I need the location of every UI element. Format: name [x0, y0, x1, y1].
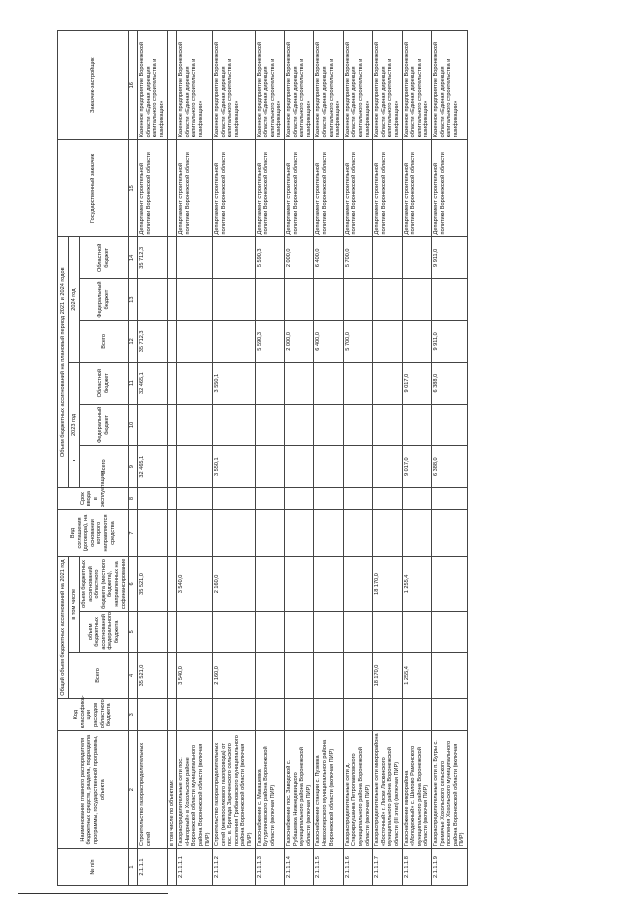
cell-zak: Департамент строительной политики Воронежской области [314, 140, 343, 237]
cell-fed [177, 612, 213, 653]
cell-o23: 6 388,0 [431, 362, 467, 404]
cell-f24 [138, 279, 167, 321]
cell-sogl [431, 510, 467, 557]
cell-total [167, 652, 177, 699]
header-2023-obl: Областной бюджет [80, 362, 129, 404]
cell-o24: 2 000,0 [285, 237, 314, 279]
cell-sogl [402, 510, 431, 557]
cell-zastr: Казенное предприятие Воронежской области «Единая дирекция капитального строительства и газификации» [285, 31, 314, 140]
cell-v24 [167, 320, 177, 362]
cell-zak: Департамент строительной политики Воронежской области [431, 140, 467, 237]
cell-name: Строительство газораспределительных сетей [138, 731, 167, 849]
table-row [431, 31, 467, 886]
cell-fed [167, 612, 177, 653]
cell-v23 [177, 446, 213, 488]
cell-sogl [167, 510, 177, 557]
cell-sogl [177, 510, 213, 557]
cell-name: в том числе по объектам: [167, 731, 177, 849]
cell-v24: 5 590,3 [255, 320, 284, 362]
cell-f23 [373, 404, 402, 446]
cell-zastr [167, 31, 177, 140]
cell-code [285, 699, 314, 731]
header-incl: в том числе [69, 556, 80, 652]
cell-o24 [167, 237, 177, 279]
cell-fed [402, 612, 431, 653]
cell-o24: 35 712,3 [138, 237, 167, 279]
cell-code [373, 699, 402, 731]
cell-f23 [255, 404, 284, 446]
cell-code [314, 699, 343, 731]
cell-no: 2.1.1.1.6 [343, 849, 372, 886]
cell-name: Газораспределительные сети микрорайона «Восточный» г. Лиски Лискинского муниципального района Воронежской области (III этап) (включая ПИР) [373, 731, 402, 849]
cell-zastr: Казенное предприятие Воронежской области «Единая дирекция капитального строительства и газификации» [343, 31, 372, 140]
cell-zastr: Казенное предприятие Воронежской области «Единая дирекция капитального строительства и газификации» [138, 31, 167, 140]
cell-name: Строительство газораспределительных сетей (межпоселкового газопровода) от пос. в. Бригада Зареченского сельского поселения Грибановского муниципального района Воронежской области (включая ПИР) [213, 731, 256, 849]
cell-total [285, 652, 314, 699]
cell-total [343, 652, 372, 699]
column-index-cell: 14 [129, 237, 138, 279]
cell-srok [177, 488, 213, 510]
cell-v23 [314, 446, 343, 488]
cell-v24 [373, 320, 402, 362]
cell-obl: 2 160,0 [213, 556, 256, 611]
cell-o23 [314, 362, 343, 404]
cell-srok [213, 488, 256, 510]
cell-f24 [343, 279, 372, 321]
cell-f24 [373, 279, 402, 321]
cell-zak: Департамент строительной политики Воронежской области [255, 140, 284, 237]
footnote-rule [18, 893, 168, 894]
cell-zastr: Казенное предприятие Воронежской области «Единая дирекция капитального строительства и газификации» [314, 31, 343, 140]
cell-v23 [285, 446, 314, 488]
header-cofinance: объем бюджетных ассигнований областного бюджета (местного бюджета), направленных на софинансирование [80, 556, 129, 611]
table-row [373, 31, 402, 886]
column-index-cell: 13 [129, 279, 138, 321]
cell-v23 [343, 446, 372, 488]
table-row [255, 31, 284, 886]
table-row [177, 31, 213, 886]
cell-name: Газоснабжение пос. Заводской с. Рубашевка Нижнедевицкого муниципального района Воронежской области (включая ПИР) [285, 731, 314, 849]
cell-no: 2.1.1.1.8 [402, 849, 431, 886]
header-2024-total: Всего [80, 320, 129, 362]
cell-v23: 3 550,1 [213, 446, 256, 488]
cell-srok [285, 488, 314, 510]
cell-o23: 3 550,1 [213, 362, 256, 404]
cell-o23 [255, 362, 284, 404]
cell-zak: Департамент строительной политики Воронежской области [373, 140, 402, 237]
cell-o24 [213, 237, 256, 279]
cell-no: 2.1.1.1.3 [255, 849, 284, 886]
cell-zak: Департамент строительной политики Воронежской области [343, 140, 372, 237]
cell-o23 [285, 362, 314, 404]
cell-v24: 6 400,0 [314, 320, 343, 362]
column-index-cell: 2 [129, 731, 138, 849]
cell-v24 [402, 320, 431, 362]
column-index-row [129, 31, 138, 886]
cell-obl [431, 556, 467, 611]
header-2023-total: Всего [80, 446, 129, 488]
cell-name: Газоснабжение микрорайона «Молодежный» с. Шилово Рамонского муниципального района Воронежской области (включая ПИР) [402, 731, 431, 849]
cell-name: Газоснабжение станции с. Пузевка Новохоперского муниципального района Воронежской области (включая ПИР) [314, 731, 343, 849]
cell-o23: 32 465,1 [138, 362, 167, 404]
cell-o23: 9 017,0 [402, 362, 431, 404]
cell-no: 2.1.1.1.7 [373, 849, 402, 886]
cell-f23 [343, 404, 372, 446]
cell-sogl [373, 510, 402, 557]
cell-no: 2.1.1.1 [138, 849, 167, 886]
header-2024-fed: Федеральный бюджет [80, 279, 129, 321]
cell-v23: 6 388,0 [431, 446, 467, 488]
cell-srok [373, 488, 402, 510]
cell-no: 2.1.1.1.2 [213, 849, 256, 886]
cell-obl [285, 556, 314, 611]
cell-name: Газораспределительные сети пос. «Нагорный» в Хохольском районе Воронежской области муниципального района Воронежской области (включая ПИР) [177, 731, 213, 849]
budget-table [57, 30, 468, 886]
cell-sogl [255, 510, 284, 557]
cell-f23 [431, 404, 467, 446]
cell-zak: Департамент строительной политики Воронежской области [285, 140, 314, 237]
cell-f23 [402, 404, 431, 446]
cell-sogl [213, 510, 256, 557]
cell-o24 [177, 237, 213, 279]
column-index-cell: 15 [129, 140, 138, 237]
cell-v23 [255, 446, 284, 488]
cell-name: Газораспределительные сети п. Бугры с. Гремячье Хохольского сельского поселения Хохольского муниципального района Воронежской области (включая ПИР) [431, 731, 467, 849]
cell-zak [167, 140, 177, 237]
cell-sogl [314, 510, 343, 557]
column-index-cell: 3 [129, 699, 138, 731]
column-index-cell: 8 [129, 488, 138, 510]
cell-v24: 2 000,0 [285, 320, 314, 362]
cell-f24 [402, 279, 431, 321]
cell-o24: 6 400,0 [314, 237, 343, 279]
cell-obl: 3 540,0 [177, 556, 213, 611]
cell-obl [343, 556, 372, 611]
cell-f23 [138, 404, 167, 446]
cell-total [314, 652, 343, 699]
cell-sogl [285, 510, 314, 557]
cell-f24 [285, 279, 314, 321]
header-2023: 2023 год [69, 362, 80, 487]
cell-obl [255, 556, 284, 611]
cell-v24: 9 911,0 [431, 320, 467, 362]
cell-code [431, 699, 467, 731]
header-no: № п/п [58, 849, 129, 886]
cell-srok [167, 488, 177, 510]
column-index-cell: 12 [129, 320, 138, 362]
header-2024: 2024 год [69, 237, 80, 362]
cell-srok [343, 488, 372, 510]
cell-zak: Департамент строительной политики Воронежской области [213, 140, 256, 237]
cell-fed [373, 612, 402, 653]
column-index-cell: 1 [129, 849, 138, 886]
cell-f23 [213, 404, 256, 446]
table-row [167, 31, 177, 886]
cell-name: Газоснабжение с. Макашевка Бутурлиновского района Воронежской области (включая ПИР) [255, 731, 284, 849]
cell-total: 35 521,0 [138, 652, 167, 699]
cell-total [255, 652, 284, 699]
cell-fed [138, 612, 167, 653]
cell-zastr: Казенное предприятие Воронежской области «Единая дирекция капитального строительства и газификации» [373, 31, 402, 140]
cell-srok [255, 488, 284, 510]
cell-total [431, 652, 467, 699]
cell-v23: 32 465,1 [138, 446, 167, 488]
cell-no: 2.1.1.1.4 [285, 849, 314, 886]
cell-no [167, 849, 177, 886]
column-index-cell: 7 [129, 510, 138, 557]
cell-f24 [255, 279, 284, 321]
cell-total: 3 540,0 [177, 652, 213, 699]
cell-o23 [167, 362, 177, 404]
cell-obl: 1 255,4 [402, 556, 431, 611]
header-volume-2021: Общий объем бюджетных ассигнований на 2021 год [58, 556, 69, 698]
header-code: Код классифика-ции расходов областного бюджета [58, 699, 129, 731]
header-fed-volume: объем бюджетных ассигнований федерального бюджета [80, 612, 129, 653]
header-plan-period: Объем бюджетных ассигнований на плановый период 2021 и 2024 годов [58, 237, 69, 488]
cell-fed [431, 612, 467, 653]
cell-code [343, 699, 372, 731]
header-2024-obl: Областной бюджет [80, 237, 129, 279]
header-term: Срок ввода в эксплуатацию [58, 488, 129, 510]
cell-sogl [343, 510, 372, 557]
header-developer: Заказчик-застройщик [58, 31, 129, 140]
cell-f23 [167, 404, 177, 446]
table-row [213, 31, 256, 886]
cell-srok [431, 488, 467, 510]
cell-v23 [373, 446, 402, 488]
cell-o24: 5 700,0 [343, 237, 372, 279]
cell-f24 [314, 279, 343, 321]
header-total: Всего [69, 652, 129, 699]
cell-srok [402, 488, 431, 510]
cell-name: Газораспределительные сети д. Старокриушанка Петропавловского муниципального района Воронежской области (включая ПИР) [343, 731, 372, 849]
cell-o24 [373, 237, 402, 279]
cell-zastr: Казенное предприятие Воронежской области «Единая дирекция капитального строительства и газификации» [402, 31, 431, 140]
cell-code [402, 699, 431, 731]
header-state-customer: Государственный заказчик [58, 140, 129, 237]
table-body [138, 31, 468, 886]
cell-f23 [314, 404, 343, 446]
header-2023-fed: Федеральный бюджет [80, 404, 129, 446]
header-agreement: Вид соглашения (договора), на основании которого направляются средства [58, 510, 129, 557]
cell-v24 [213, 320, 256, 362]
cell-code [213, 699, 256, 731]
cell-o24: 9 911,0 [431, 237, 467, 279]
column-index-cell: 11 [129, 362, 138, 404]
cell-code [177, 699, 213, 731]
column-index-cell: 4 [129, 652, 138, 699]
cell-fed [285, 612, 314, 653]
cell-zak: Департамент строительной политики Воронежской области [402, 140, 431, 237]
cell-zak: Департамент строительной политики Воронежской области [138, 140, 167, 237]
table-row [285, 31, 314, 886]
cell-obl [167, 556, 177, 611]
cell-code [138, 699, 167, 731]
cell-f24 [177, 279, 213, 321]
header-name: Наименование главного распорядителя бюджетных средств, раздела, подраздела программы, государственной программы, объекта [58, 731, 129, 849]
column-index-cell: 5 [129, 612, 138, 653]
cell-obl: 35 521,0 [138, 556, 167, 611]
cell-zastr: Казенное предприятие Воронежской области «Единая дирекция капитального строительства и газификации» [177, 31, 213, 140]
cell-fed [213, 612, 256, 653]
cell-v24 [177, 320, 213, 362]
cell-zastr: Казенное предприятие Воронежской области «Единая дирекция капитального строительства и газификации» [213, 31, 256, 140]
cell-f23 [177, 404, 213, 446]
cell-f23 [285, 404, 314, 446]
cell-srok [138, 488, 167, 510]
cell-o23 [343, 362, 372, 404]
cell-zastr: Казенное предприятие Воронежской области «Единая дирекция капитального строительства и газификации» [431, 31, 467, 140]
cell-no: 2.1.1.1.5 [314, 849, 343, 886]
cell-zastr: Казенное предприятие Воронежской области «Единая дирекция капитального строительства и газификации» [255, 31, 284, 140]
cell-total: 1 255,4 [402, 652, 431, 699]
cell-obl [314, 556, 343, 611]
cell-f24 [213, 279, 256, 321]
column-index-cell: 16 [129, 31, 138, 140]
cell-fed [314, 612, 343, 653]
cell-o23 [373, 362, 402, 404]
cell-o23 [177, 362, 213, 404]
column-index-cell: 9 [129, 446, 138, 488]
table-row [343, 31, 372, 886]
cell-total: 18 170,0 [373, 652, 402, 699]
cell-v23 [167, 446, 177, 488]
cell-o24: 5 590,3 [255, 237, 284, 279]
table-row [138, 31, 167, 886]
column-index-cell: 6 [129, 556, 138, 611]
cell-no: 2.1.1.1.1 [177, 849, 213, 886]
cell-v24: 5 700,0 [343, 320, 372, 362]
cell-v23: 9 017,0 [402, 446, 431, 488]
column-index-cell: 10 [129, 404, 138, 446]
cell-code [167, 699, 177, 731]
cell-srok [314, 488, 343, 510]
cell-zak: Департамент строительной политики Воронежской области [177, 140, 213, 237]
cell-fed [343, 612, 372, 653]
table-row [402, 31, 431, 886]
cell-v24: 35 712,3 [138, 320, 167, 362]
cell-o24 [402, 237, 431, 279]
rotated-sheet [57, 30, 582, 886]
cell-fed [255, 612, 284, 653]
cell-sogl [138, 510, 167, 557]
cell-f24 [167, 279, 177, 321]
cell-f24 [431, 279, 467, 321]
table-row [314, 31, 343, 886]
cell-code [255, 699, 284, 731]
cell-total: 2 160,0 [213, 652, 256, 699]
cell-obl: 18 170,0 [373, 556, 402, 611]
cell-no: 2.1.1.1.9 [431, 849, 467, 886]
